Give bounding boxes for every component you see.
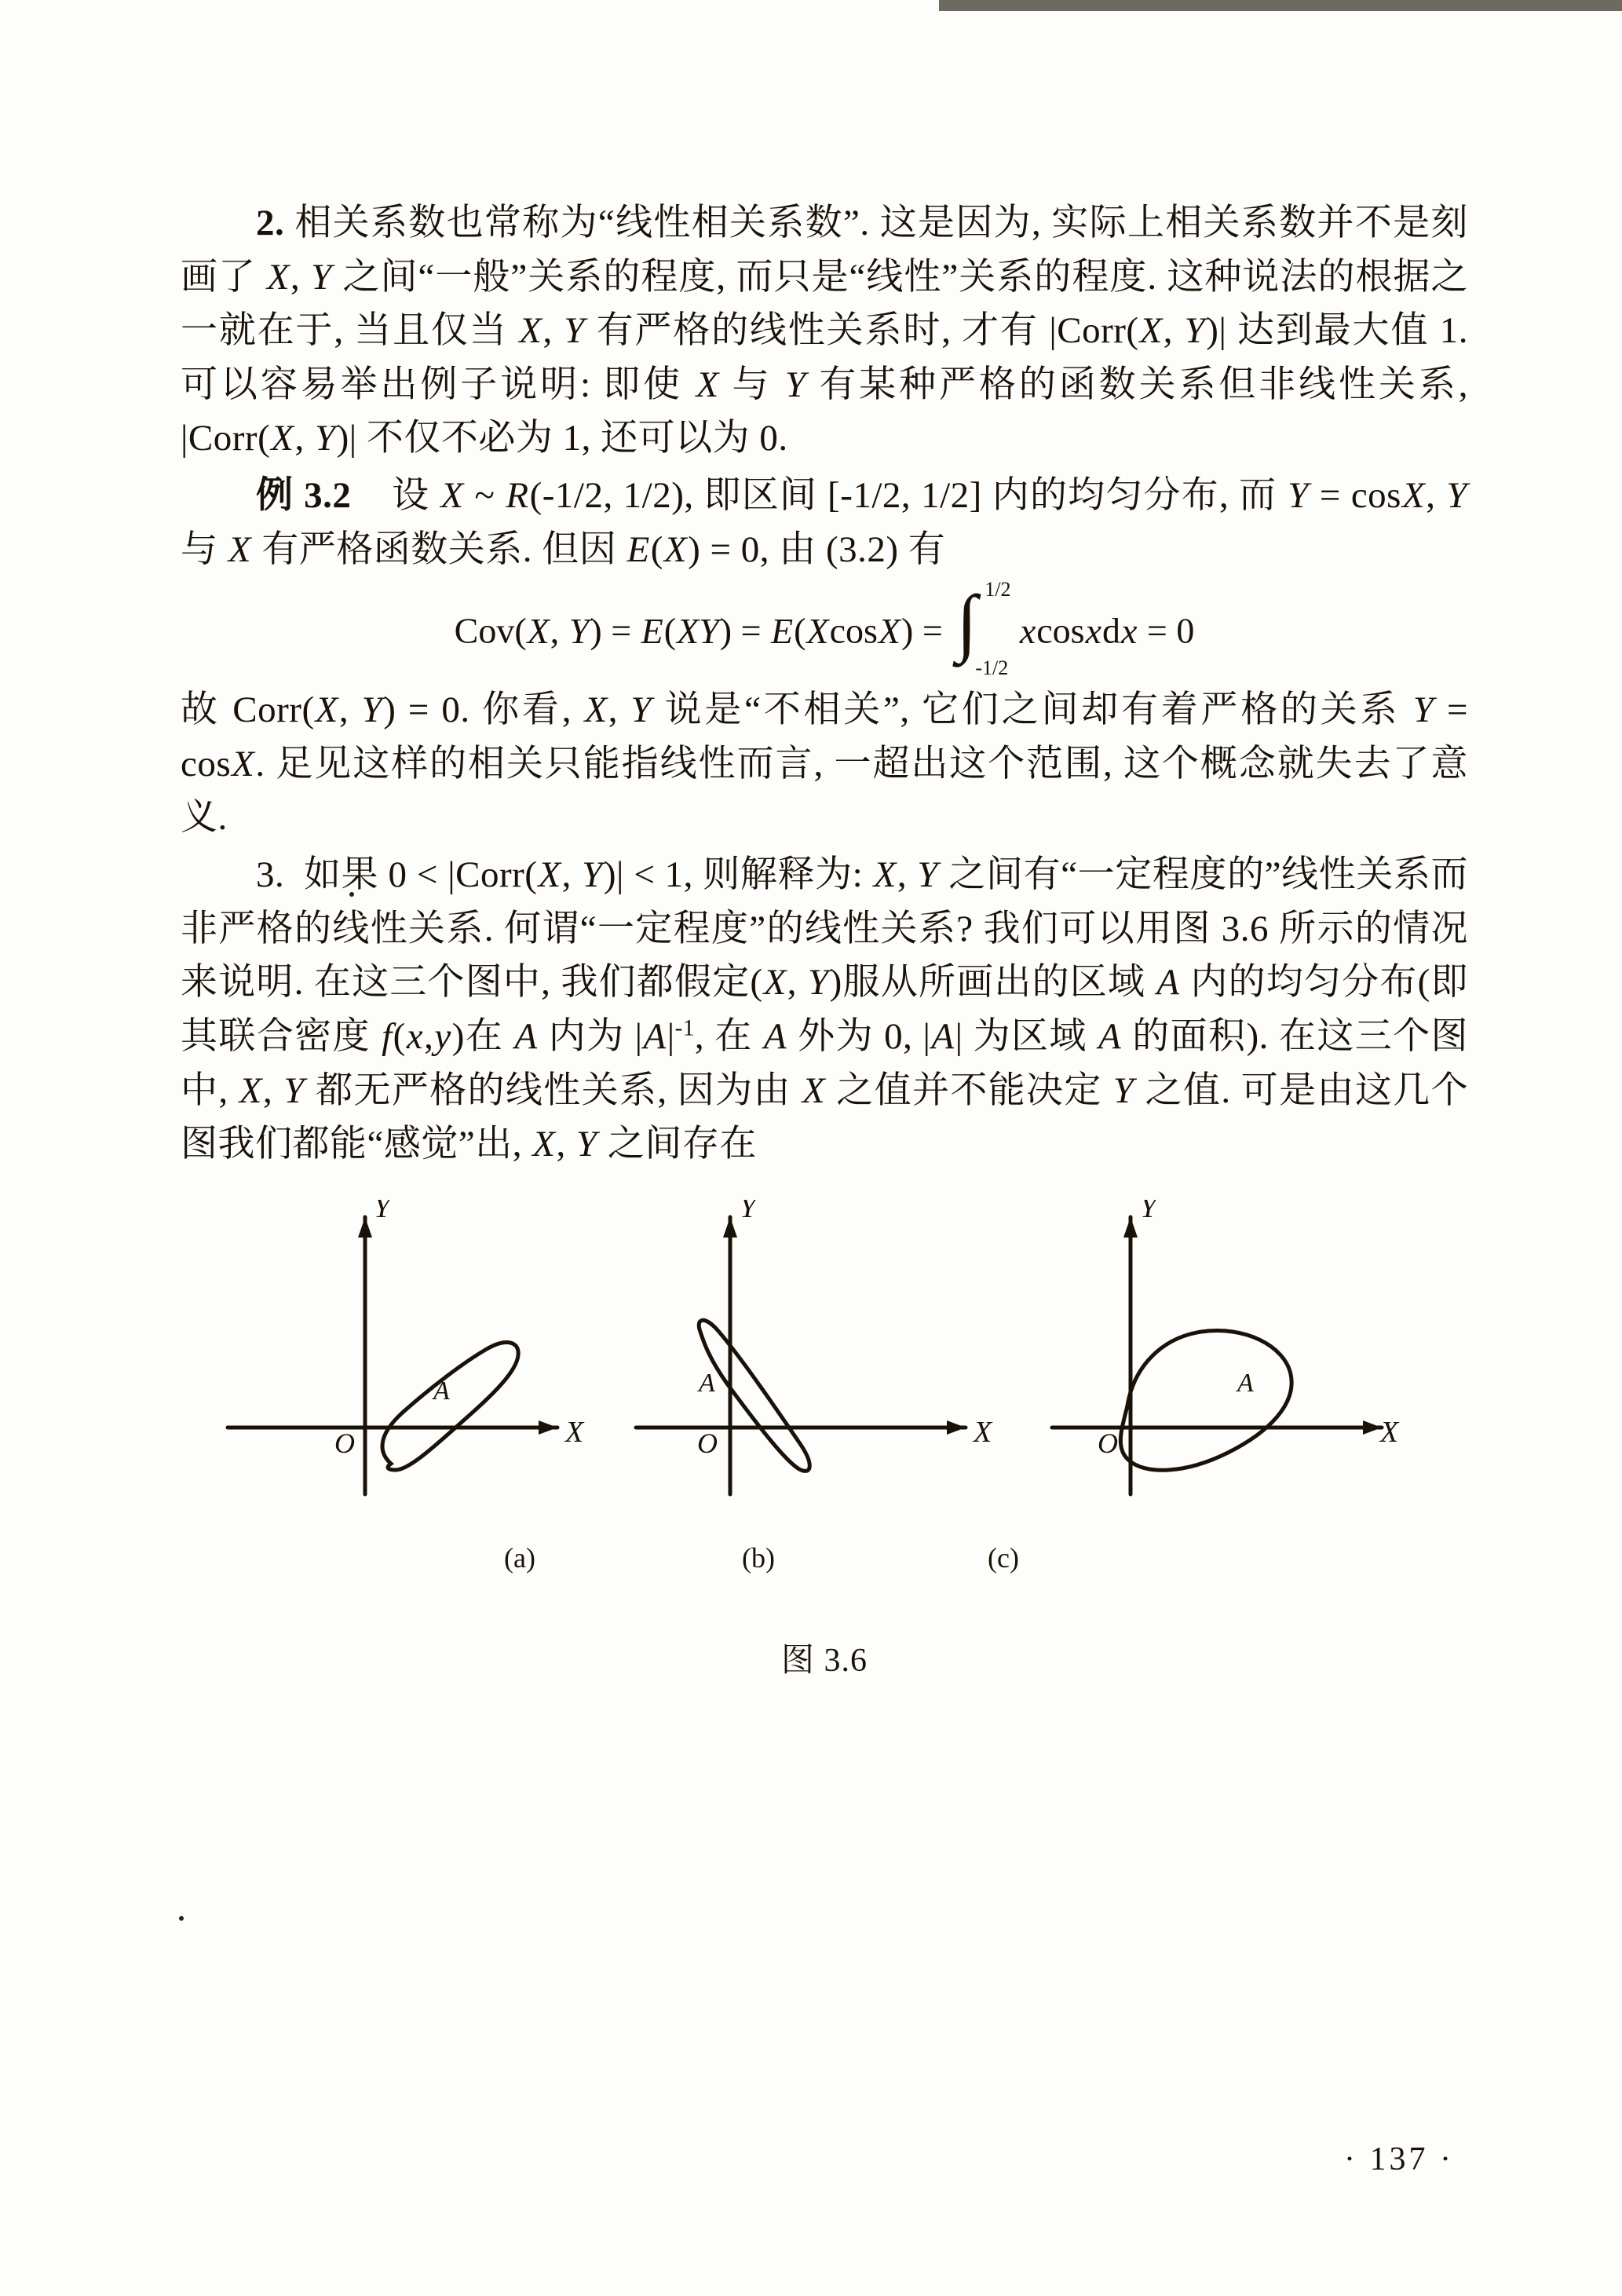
equation-equals-1: = [611,610,632,651]
integral-glyph: ∫ [956,579,977,664]
panel-a-region-label: A [433,1376,450,1406]
page-text-body [181,196,1469,1679]
paragraph-after-equation [181,683,1468,845]
equation-lhs: Cov(X, Y) [454,610,602,651]
panel-b-y-label: Y [740,1199,757,1224]
paragraph-item-3 [181,848,1468,1172]
item-3-text: 如果 0 < |Corr(X, Y)| < 1, 则解释为: X, Y 之间有“一定程度的”线性关系而非严格的线性关系. 何谓“一定程度”的线性关系? 我们可以用图 3.6 所示的情况来说明. 在这三个图中, 我们都假定(X, Y)服从所画出的区域 A 内的均匀分布(即其联合密度 f(x,y)在 A 内为 $|A|^{-1}$, 在 A 外为 0, |A| 为区域 A 的面积). 在这三个图中, X, Y 都无严格的线性关系, 因为由 X 之值并不能决定 Y 之值. 可是由这几个图我们都能“感觉”出, X, Y 之间存在 [181,854,1469,1165]
stray-mark-left [179,1916,184,1921]
example-text: 设 X ~ R(-1/2, 1/2), 即区间 [-1/2, 1/2] 内的均匀分布, 而 Y = cosX, Y 与 X 有严格函数关系. 但因 E(X) = 0, 由 (3.2) 有 [181,475,1468,570]
panel-c-region-label: A [1237,1368,1254,1398]
equation-mid-1: E(XY) [641,610,732,651]
figure-sublabel-c: (c) [988,1541,1019,1574]
figure-3-6-svg [181,1200,1468,1537]
figure-caption: 图 3.6 [780,1642,868,1679]
item-2-text: 相关系数也常称为“线性相关系数”. 这是因为, 实际上相关系数并不是刻画了 X, Y 之间“一般”关系的程度, 而只是“线性”关系的程度. 这种说法的根据之一就在于, 当且仅当 X, Y 有严格的线性关系时, 才有 |Corr(X, Y)| 达到最大值 1. 可以容易举出例子说明: 即使 X 与 Y 有某种严格的函数关系但非线性关系, |Corr(X, Y)| 不仅不必为 1, 还可以为 0. [181,203,1469,459]
equation-equals-3: = [922,610,943,651]
integral-upper-limit: 1/2 [985,578,1011,601]
integral-sign [952,578,1011,680]
panel-c-x-label: X [1380,1415,1399,1449]
example-label: 例 3.2 [256,475,352,517]
panel-b-x-label: X [974,1415,992,1449]
panel-c-y-label: Y [1140,1199,1157,1224]
paragraph-example-3-2 [181,469,1468,576]
figure-panel-b [636,1217,966,1494]
panel-a-origin-label: O [334,1427,355,1459]
panel-a-y-label: Y [374,1199,391,1224]
panel-b-region-label: A [699,1368,715,1398]
equation-equals-2: = [740,610,762,651]
page-top-edge-bar [939,0,1622,11]
after-equation-text: 故 Corr(X, Y) = 0. 你看, X, Y 说是“不相关”, 它们之间却有着严格的关系 Y = cosX. 足见这样的相关只能指线性而言, 一超出这个范围, 这个概念就失去了意义. [181,689,1469,839]
paragraph-item-2 [181,196,1468,466]
figure-sublabel-a: (a) [504,1541,535,1574]
panel-b-origin-label: O [697,1427,718,1459]
equation-rhs: 0 [1176,610,1195,651]
panel-a-x-label: X [565,1415,584,1449]
page-number: · 137 · [1344,2141,1454,2177]
item-2-number: 2. [256,203,285,243]
equation-mid-2: E(XcosX) [771,610,914,651]
panel-c-origin-label: O [1098,1427,1118,1459]
equation-equals-4: = [1146,610,1167,651]
figure-sublabels [181,1541,1468,1589]
figure-3-6 [181,1199,1468,1679]
figure-panel-a [228,1217,557,1494]
display-equation [181,578,1468,680]
integrand: xcosxdx [1019,610,1138,651]
integral-lower-limit: -1/2 [975,656,1009,680]
figure-sublabel-b: (b) [742,1541,775,1574]
item-3-number: 3. [256,854,285,896]
